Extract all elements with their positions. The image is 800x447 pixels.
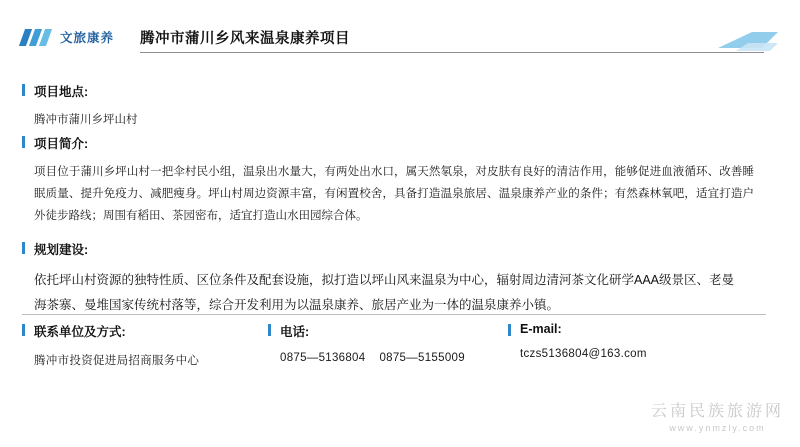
page-header	[0, 0, 800, 66]
contact-divider	[22, 314, 766, 315]
contact-email-value: tczs5136804@163.com	[520, 348, 647, 360]
section-plan-title: 规划建设:	[22, 240, 782, 258]
contact-phone	[268, 322, 508, 368]
section-location-body: 腾冲市蒲川乡坪山村	[34, 114, 138, 126]
section-location	[22, 82, 782, 132]
contact-email-title: E-mail:	[508, 322, 768, 336]
section-intro-title: 项目简介:	[22, 134, 782, 152]
phone-number-1: 0875—5136804	[280, 352, 366, 364]
section-plan	[22, 240, 782, 318]
phone-number-2: 0875—5155009	[379, 352, 465, 364]
header-badge	[22, 28, 114, 46]
contact-unit	[22, 322, 268, 368]
contact-email	[508, 322, 768, 368]
contact-phone-title: 电话:	[268, 322, 508, 340]
header-divider	[140, 52, 764, 53]
section-plan-body: 依托坪山村资源的独特性质、区位条件及配套设施，拟打造以坪山风来温泉为中心，辐射周边清河茶文化研学AAA级景区、老曼海茶寨、曼堆国家传统村落等，综合开发利用为以温泉康养、旅居产业为一体的温泉康养小镇。	[34, 273, 735, 312]
contact-phone-values	[268, 352, 508, 364]
watermark-main: 云南民族旅游网	[650, 401, 784, 420]
section-intro	[22, 134, 782, 228]
header-badge-label: 文旅康养	[60, 31, 115, 45]
slash-marks-icon	[22, 29, 52, 46]
page-title: 腾冲市蒲川乡风来温泉康养项目	[140, 31, 350, 47]
section-intro-body: 项目位于蒲川乡坪山村一把伞村民小组，温泉出水量大，有两处出水口，属天然氡泉，对皮肤有良好的清洁作用，能够促进血液循环、改善睡眠质量、提升免疫力、减肥瘦身。坪山村周边资源丰富，有闲置校舍，具备打造温泉旅居、温泉康养产业的条件；有然森林氧吧，适宜打造户外徒步路线；周围有稻田、茶园密布，适宜打造山水田园综合体。	[34, 166, 754, 222]
contact-unit-value: 腾冲市投资促进局招商服务中心	[34, 355, 200, 367]
contact-unit-title: 联系单位及方式:	[22, 322, 268, 340]
swoosh-icon	[718, 30, 778, 52]
section-location-title: 项目地点:	[22, 82, 782, 100]
watermark	[651, 398, 784, 433]
watermark-sub: www.ynmzly.com	[669, 423, 766, 433]
